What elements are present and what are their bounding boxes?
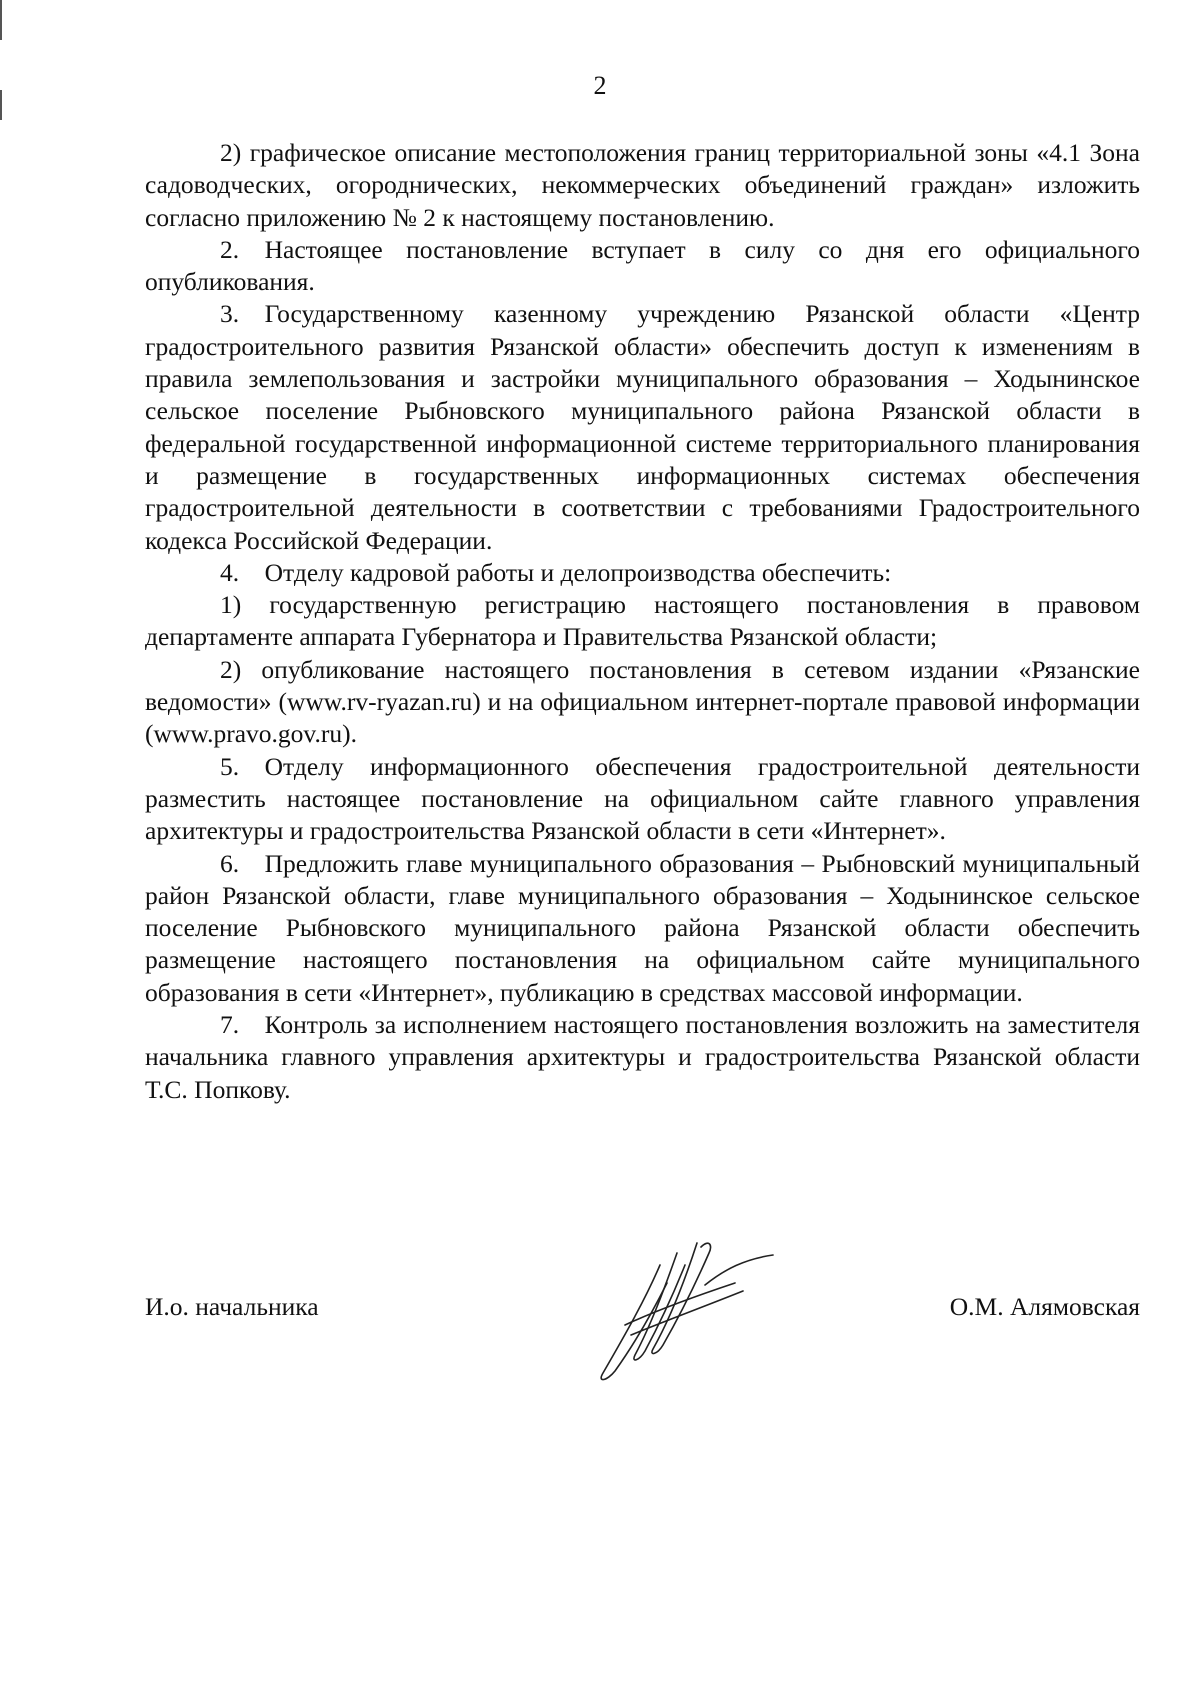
- paragraph-state-registration: 1) государственную регистрацию настоящего постановления в правовом департаменте аппарата Губернатора и Правительства Рязанской области;: [145, 590, 1140, 652]
- paragraph-effective-date: 2. Настоящее постановление вступает в силу со дня его официального опубликования.: [145, 234, 1140, 297]
- handwritten-signature: [585, 1225, 785, 1390]
- paragraph-control: 7. Контроль за исполнением настоящего постановления возложить на заместителя начальника главного управления архитектуры и градостроительства Рязанской области Т.С. Попкову.: [145, 1010, 1140, 1104]
- paragraph-zone-description: 2) графическое описание местоположения границ территориальной зоны «4.1 Зона садоводческих, огороднических, некоммерческих объединений граждан» изложить согласно приложению № 2 к настоящему постановлению.: [145, 138, 1140, 232]
- paragraph-hr-department: 4. Отделу кадровой работы и делопроизводства обеспечить:: [220, 557, 892, 587]
- document-body: [145, 137, 1140, 1106]
- paragraph-access-provision: 3. Государственному казенному учреждению Рязанской области «Центр градостроительного развития Рязанской области» обеспечить доступ к изменениям в правила землепользования и застройки муниципального образования – Ходынинское сельское поселение Рыбновского муниципального района Рязанской области в федеральной государственной информационной системе территориального планирования и размещение в государственных информационных системах обеспечения градостроительной деятельности в соответствии с требованиями Градостроительного кодекса Российской Федерации.: [145, 299, 1140, 555]
- paragraph-publication: 2) опубликование настоящего постановления в сетевом издании «Рязанские ведомости» (www.rv-ryazan.ru) и на официальном интернет-портале правовой информации (www.pravo.gov.ru).: [145, 654, 1140, 749]
- paragraph-website-posting: 5. Отделу информационного обеспечения градостроительной деятельности разместить настоящее постановление на официальном сайте главного управления архитектуры и градостроительства Рязанской области в сети «Интернет».: [145, 751, 1140, 846]
- signatory-title: И.о. начальника: [145, 1292, 319, 1321]
- scan-edge-mark: [0, 0, 2, 40]
- paragraph-municipal-heads: 6. Предложить главе муниципального образования – Рыбновский муниципальный район Рязанской области, главе муниципального образования – Ходынинское сельское поселение Рыбновского муниципального района Рязанской области обеспечить размещение настоящего постановления на официальном сайте муниципального образования в сети «Интернет», публикацию в средствах массовой информации.: [145, 848, 1140, 1007]
- page-number: 2: [593, 71, 607, 100]
- signatory-name: О.М. Алямовская: [949, 1292, 1140, 1321]
